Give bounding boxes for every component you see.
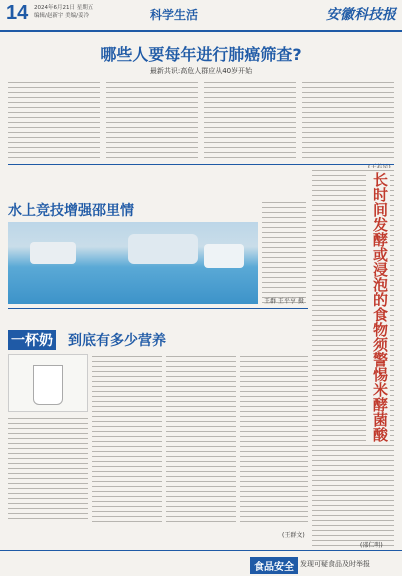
text-column [166, 354, 236, 522]
pool-photo [8, 222, 258, 304]
newspaper-logo: 安徽科技报 [326, 7, 396, 23]
title-highlight: 一杯奶 [8, 330, 56, 350]
page-header [0, 0, 402, 32]
article2-title: 水上竞技增强邵里情 [8, 203, 134, 219]
milk-cup [33, 365, 63, 405]
milk-image [8, 354, 88, 412]
divider [8, 308, 308, 309]
inflatable-obstacle [128, 234, 198, 264]
footer-column-label: 食品安全 [250, 557, 298, 574]
page-number: 14 [6, 2, 29, 24]
sidebar-author: (邵仁明) [360, 542, 383, 549]
header-info [34, 4, 93, 20]
article1-subtitle: 最新共识:高危人群应从40岁开始 [149, 67, 253, 75]
article1-title: 哪些人要每年进行肺癌筛查? [100, 45, 302, 64]
date-line: 2024年6月21日 星期五 [34, 5, 94, 11]
photo-caption-text [262, 200, 306, 304]
photo-credit: 王群 王平亨 摄 [264, 298, 304, 305]
text-column [8, 416, 88, 522]
text-column [302, 80, 394, 162]
editor-line: 编辑/赵新宇 美编/姜冷 [34, 13, 89, 19]
section-title: 科学生活 [150, 8, 199, 22]
title-rest: 到底有多少营养 [68, 333, 166, 349]
article1-body [8, 80, 394, 162]
text-column [92, 354, 162, 522]
text-column [240, 354, 308, 522]
footer-note: 发现可疑食品及时举报 [300, 560, 370, 568]
inflatable-obstacle [204, 244, 244, 268]
text-column [106, 80, 198, 162]
inflatable-obstacle [30, 242, 76, 264]
article3-byline: (王群文) [282, 532, 305, 539]
article3-title [8, 330, 180, 350]
sidebar-title: 长时间发酵或浸泡的食物须警惕米酵菌酸 [366, 172, 390, 442]
text-column [204, 80, 296, 162]
page-footer [0, 550, 402, 576]
divider [8, 164, 394, 165]
text-column [8, 80, 100, 162]
